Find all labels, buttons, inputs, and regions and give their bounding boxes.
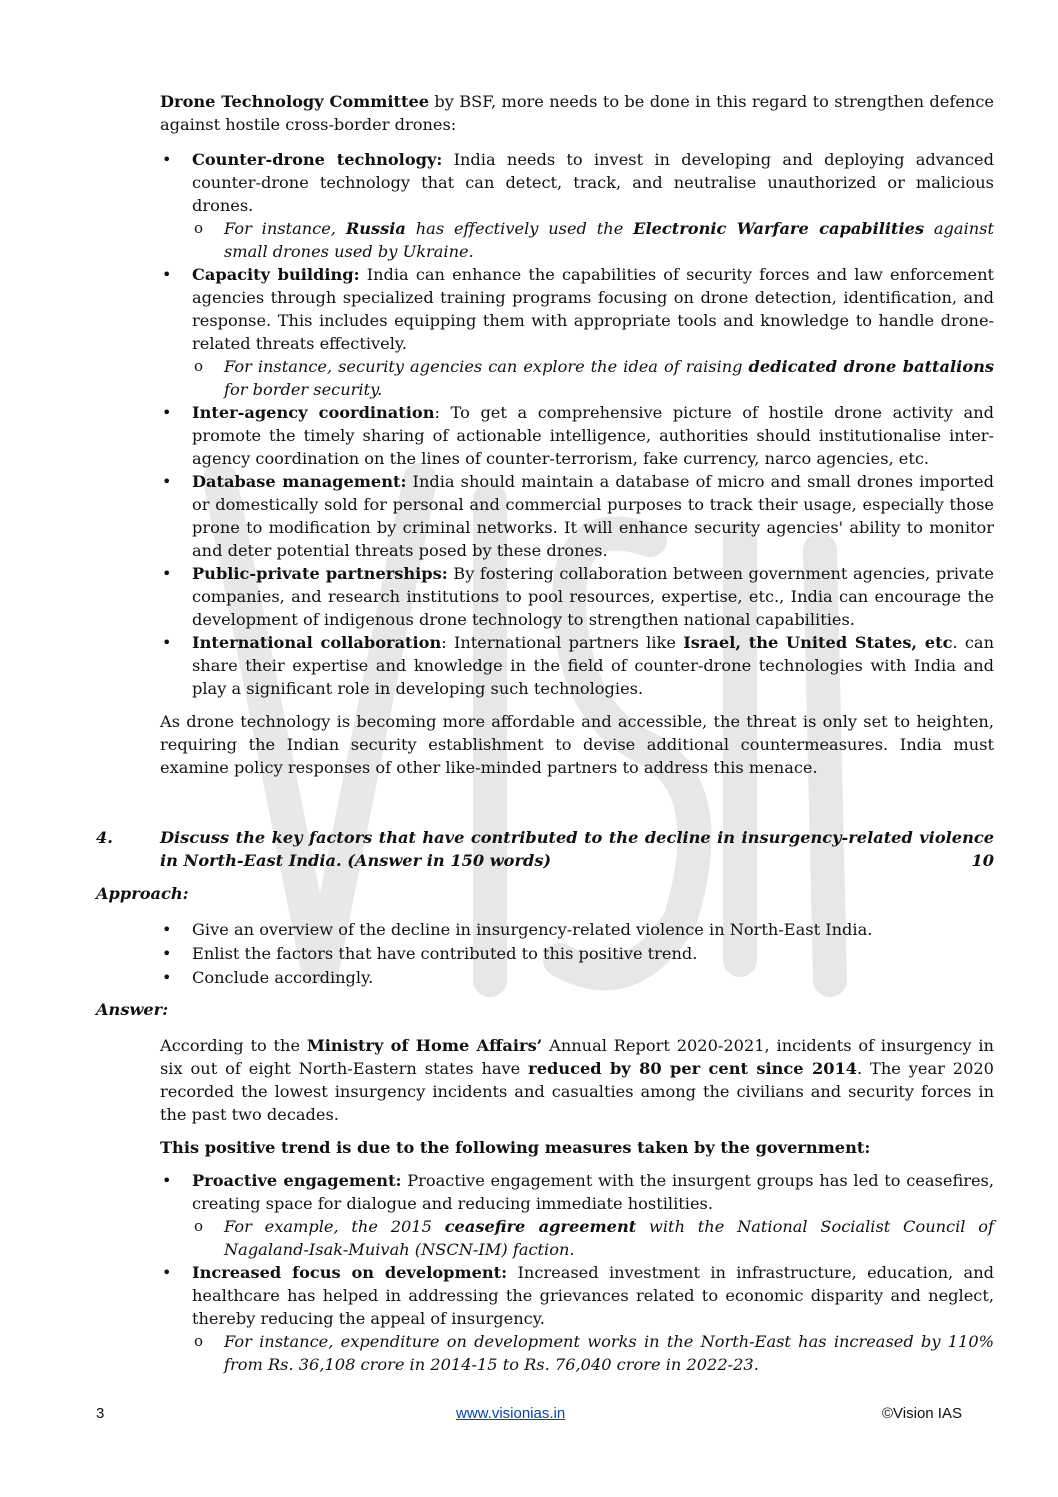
bullet-text: : International partners like [441, 633, 684, 652]
bullet-head: Counter-drone technology: [192, 150, 443, 169]
answer-heading: Answer: [96, 1000, 169, 1019]
drone-measures-list [160, 148, 994, 700]
bullet-head: Capacity building: [192, 265, 360, 284]
copyright-text: ©Vision IAS [882, 1405, 962, 1422]
bullet-head: International collaboration [192, 633, 442, 652]
answer-section [160, 1034, 994, 1376]
measures-list [160, 1169, 994, 1376]
sub-list [192, 1215, 994, 1261]
question-marks: 10 [971, 851, 994, 870]
list-item [160, 401, 994, 470]
list-item [160, 631, 994, 700]
bullet-text: India should maintain a database of micro and small drones imported or domestically sold for personal and commercial purposes to track their usage, especially those prone to modification by criminal networks. It will enhance security agencies' ability to monitor and deter potential threats posed by these drones. [192, 472, 994, 560]
list-item: • Give an overview of the decline in insurgency-related violence in North-East India. [160, 918, 994, 942]
approach-heading: Approach: [96, 884, 189, 903]
list-item [160, 562, 994, 631]
bullet-head: Inter-agency coordination [192, 403, 435, 422]
question-text: Discuss the key factors that have contributed to the decline in insurgency-related violence in North-East India. (Answer in 150 words) [160, 828, 994, 870]
answer-intro-paragraph: According to the Ministry of Home Affairs’ Annual Report 2020-2021, incidents of insurgency in six out of eight North-Eastern states have reduced by 80 per cent since 2014. The year 2020 recorded the lowest insurgency incidents and casualties among the civilians and security forces in the past two decades. [160, 1036, 994, 1124]
bullet-text: By fostering collaboration between government agencies, private companies, and research institutions to pool resources, expertise, etc., India can encourage the development of indigenous drone technology to strengthen national capabilities. [192, 564, 994, 629]
sub-list [192, 1330, 994, 1376]
approach-list [160, 918, 994, 990]
bullet-text: India can enhance the capabilities of security forces and law enforcement agencies through specialized training programs focusing on drone detection, identification, and response. This includes equipping them with appropriate tools and knowledge to handle drone-related threats effectively. [192, 265, 995, 353]
list-item: • Conclude accordingly. [160, 966, 994, 990]
bullet-text: . can share their expertise and knowledge in the field of counter-drone technologies with India and play a significant role in developing such technologies. [192, 633, 994, 698]
question-number: 4. [96, 828, 113, 847]
website-link[interactable]: www.visionias.in [456, 1405, 566, 1422]
intro-paragraph [160, 90, 994, 136]
sub-list-item: o For example, the 2015 ceasefire agreement with the National Socialist Council of Nagaland-Isak-Muivah (NSCN-IM) faction. [192, 1215, 994, 1261]
list-item [160, 470, 994, 562]
list-item [160, 148, 994, 263]
bullet-text: Proactive engagement with the insurgent groups has led to ceasefires, creating space for dialogue and reducing immediate hostilities. [192, 1171, 995, 1213]
drone-measures-section [160, 90, 994, 779]
partners-bold: Israel, the United States, etc [683, 633, 953, 652]
sub-list [192, 355, 994, 401]
bullet-head: Public-private partnerships: [192, 564, 448, 583]
conclusion-paragraph: As drone technology is becoming more affordable and accessible, the threat is only set to heighten, requiring the Indian security establishment to devise additional countermeasures. India must examine policy responses of other like-minded partners to address this menace. [160, 712, 994, 777]
sub-list [192, 217, 994, 263]
intro-text: by BSF, more needs to be done in this regard to strengthen defence against hostile cross-border drones: [160, 92, 994, 134]
trend-heading: This positive trend is due to the following measures taken by the government: [160, 1138, 871, 1157]
drone-committee-bold: Drone Technology Committee [160, 92, 430, 111]
bullet-head: Database management: [192, 472, 407, 491]
sub-list-item: o For instance, security agencies can explore the idea of raising dedicated drone battalions for border security. [192, 355, 994, 401]
list-item [160, 1261, 994, 1376]
bullet-text: : To get a comprehensive picture of hostile drone activity and promote the timely sharing of actionable intelligence, authorities should institutionalise inter-agency coordination on the lines of counter-terrorism, fake currency, narco agencies, etc. [192, 403, 994, 468]
bullet-text: India needs to invest in developing and deploying advanced counter-drone technology that can detect, track, and neutralise unauthorized or malicious drones. [192, 150, 994, 215]
page-number: 3 [96, 1405, 105, 1422]
bullet-text: Increased investment in infrastructure, education, and healthcare has helped in addressing the grievances related to economic disparity and neglect, thereby reducing the appeal of insurgency. [192, 1263, 994, 1328]
list-item [160, 263, 994, 401]
list-item [160, 1169, 994, 1261]
bullet-head: Increased focus on development: [192, 1263, 508, 1282]
bullet-head: Proactive engagement: [192, 1171, 402, 1190]
sub-list-item: o For instance, Russia has effectively used the Electronic Warfare capabilities against small drones used by Ukraine. [192, 217, 994, 263]
sub-list-item: o For instance, expenditure on development works in the North-East has increased by 110% from Rs. 36,108 crore in 2014-15 to Rs. 76,040 crore in 2022-23. [192, 1330, 994, 1376]
list-item: • Enlist the factors that have contributed to this positive trend. [160, 942, 994, 966]
